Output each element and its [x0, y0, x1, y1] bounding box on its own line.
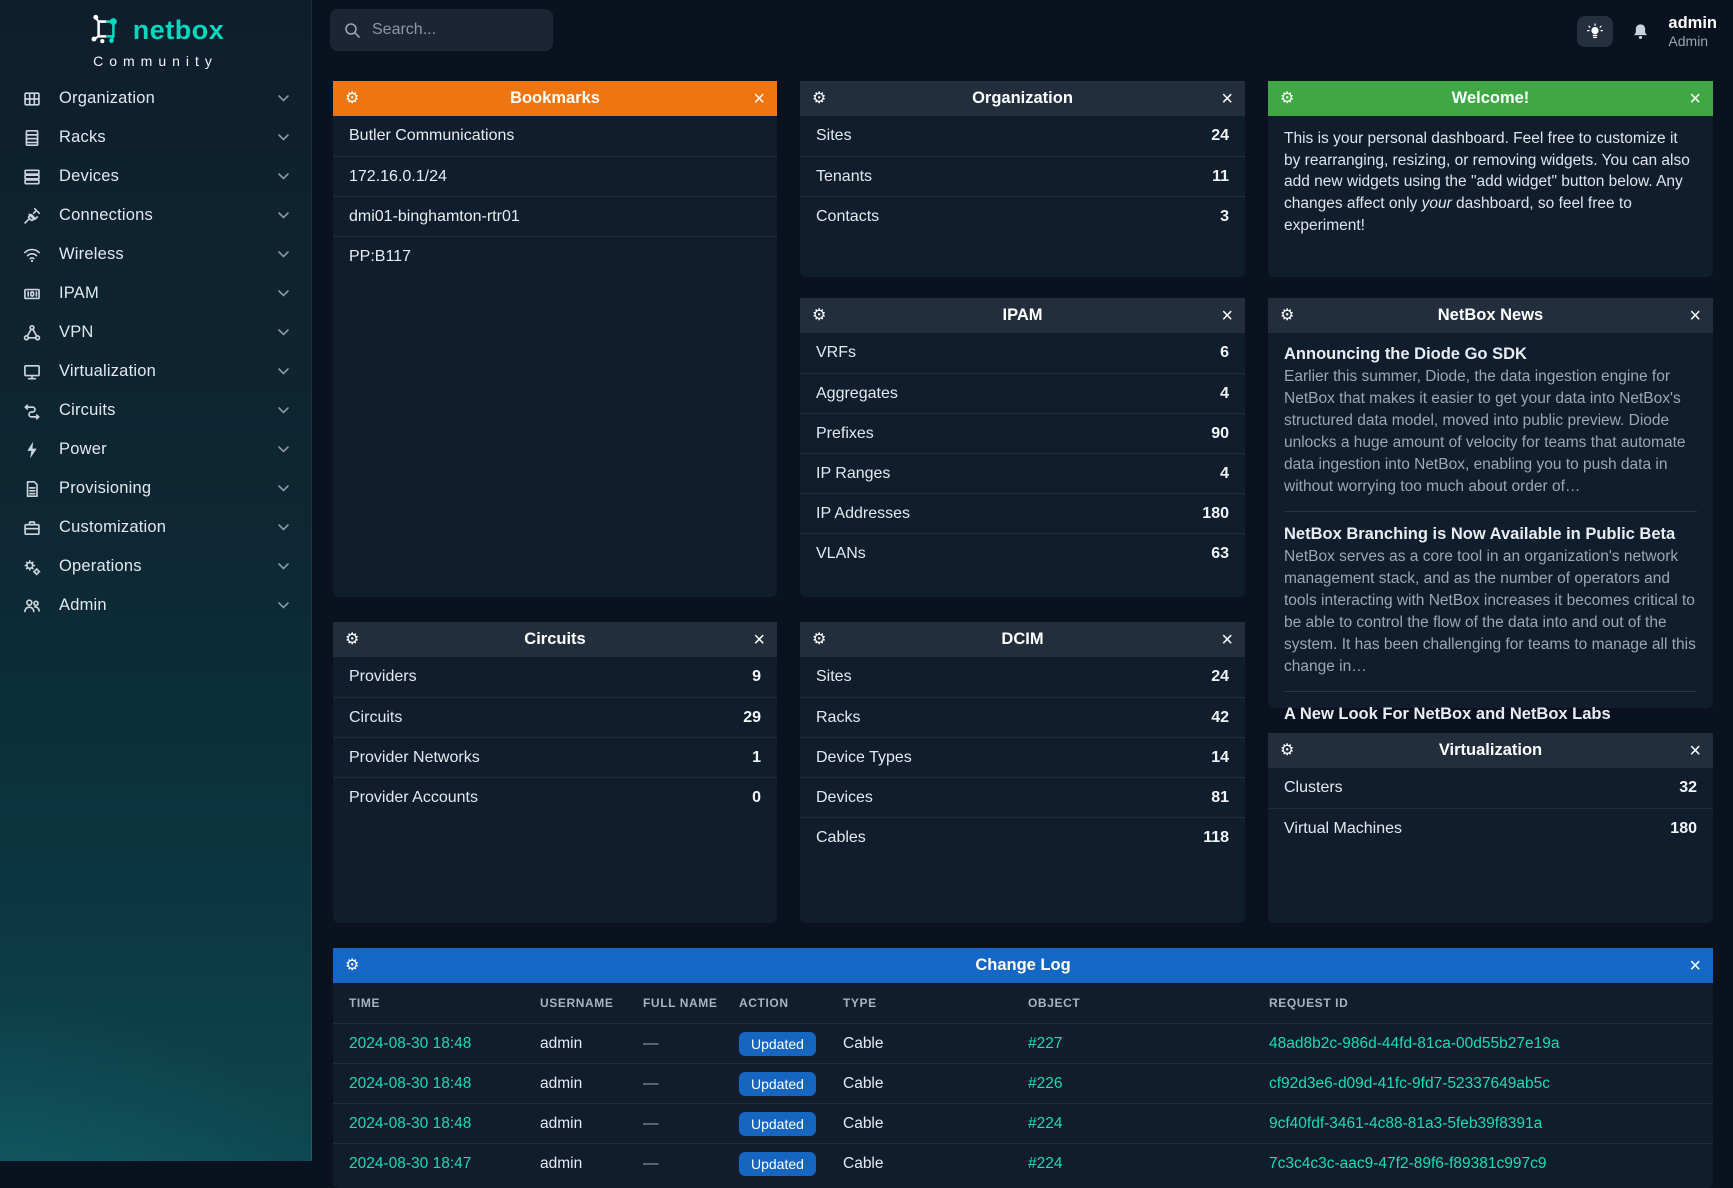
widget-organization — [800, 81, 1245, 277]
stat-row[interactable] — [800, 116, 1245, 156]
sidebar-item-label: Customization — [59, 518, 167, 536]
search-icon — [344, 22, 361, 39]
brand-name: netbox — [132, 14, 225, 45]
racks-icon — [22, 128, 42, 148]
stat-row[interactable] — [800, 777, 1245, 817]
welcome-text-part: This is your personal dashboard. Feel free to customize it by rearranging, resizing, or removing widgets. You can also add new widgets using the "add widget" button below. Any changes affect only — [1284, 130, 1690, 213]
brand-subtitle: Community — [93, 53, 218, 69]
vpn-icon — [22, 323, 42, 343]
chevron-down-icon — [278, 251, 289, 258]
widget-circuits — [333, 622, 777, 923]
changelog-type: Cable — [843, 1154, 884, 1172]
chevron-down-icon — [278, 524, 289, 531]
ipam-icon — [22, 284, 42, 304]
widget-virtualization-header — [1268, 733, 1713, 768]
table-row — [333, 1103, 1713, 1143]
sidebar-item-label: IPAM — [59, 284, 99, 302]
widget-title: NetBox News — [1437, 306, 1544, 324]
column-header-action: ACTION — [739, 996, 789, 1010]
widget-ipam-header — [800, 298, 1245, 333]
stat-row[interactable] — [1268, 808, 1713, 848]
chevron-down-icon — [278, 446, 289, 453]
main-content — [313, 0, 1733, 1172]
widget-close-icon[interactable]: × — [753, 87, 765, 110]
news-article-body: Earlier this summer, Diode, the data ingestion engine for NetBox that makes it easier to get your data into NetBox's structured data model, moved into public preview. Diode unlocks a huge amount of velocity for teams that automate data ingestion into NetBox, enabling you to push data in without worrying too much about order of… — [1284, 368, 1686, 495]
sidebar — [0, 0, 312, 1161]
sidebar-item-customization[interactable] — [0, 508, 311, 547]
widget-welcome-header — [1268, 81, 1713, 116]
search-bar[interactable] — [330, 9, 553, 51]
widget-title: Organization — [972, 89, 1073, 107]
stat-label[interactable]: Virtual Machines — [1284, 819, 1402, 837]
bookmark-item[interactable]: PP:B117 — [333, 236, 777, 276]
cogs-icon — [22, 557, 42, 577]
widget-close-icon[interactable]: × — [1689, 739, 1701, 762]
stat-value: 4 — [1220, 464, 1229, 482]
stat-value: 3 — [1220, 207, 1229, 225]
stat-row[interactable] — [1268, 768, 1713, 808]
search-input[interactable] — [372, 21, 539, 39]
sidebar-item-label: Racks — [59, 128, 106, 146]
sidebar-item-ipam[interactable] — [0, 274, 311, 313]
widget-config-gear-icon[interactable]: ⚙ — [1280, 306, 1295, 324]
welcome-text-italic: your — [1421, 195, 1452, 213]
column-header-request-id: REQUEST ID — [1269, 996, 1349, 1010]
stat-value: 1 — [752, 748, 761, 766]
lightning-icon — [22, 440, 42, 460]
sidebar-item-label: Operations — [59, 557, 142, 575]
news-article — [1284, 345, 1697, 498]
sidebar-nav — [0, 79, 311, 625]
stat-row[interactable] — [333, 657, 777, 697]
stat-value: 180 — [1202, 504, 1229, 522]
stat-row[interactable] — [800, 413, 1245, 453]
changelog-username: admin — [540, 1114, 583, 1132]
chevron-down-icon — [278, 329, 289, 336]
widget-title: DCIM — [1001, 630, 1044, 648]
sidebar-item-label: Admin — [59, 596, 107, 614]
sidebar-item-label: Virtualization — [59, 362, 156, 380]
chevron-down-icon — [278, 485, 289, 492]
widget-close-icon[interactable]: × — [1689, 304, 1701, 327]
widget-bookmarks-header — [333, 81, 777, 116]
sidebar-item-label: Wireless — [59, 245, 124, 263]
column-header-object: OBJECT — [1028, 996, 1081, 1010]
stat-row[interactable] — [800, 697, 1245, 737]
changelog-type: Cable — [843, 1034, 884, 1052]
changelog-full-name: — — [643, 1114, 659, 1132]
stat-value: 24 — [1211, 668, 1229, 685]
stat-value: 180 — [1670, 819, 1697, 837]
sidebar-item-connections[interactable] — [0, 196, 311, 235]
column-header-time: TIME — [349, 996, 381, 1010]
chevron-down-icon — [278, 290, 289, 297]
action-badge: Updated — [739, 1032, 816, 1056]
sidebar-item-virtualization[interactable] — [0, 352, 311, 391]
column-header-username: USERNAME — [540, 996, 614, 1010]
widget-config-gear-icon[interactable]: ⚙ — [812, 630, 827, 648]
bookmark-item[interactable]: 172.16.0.1/24 — [333, 156, 777, 196]
stat-value: 11 — [1212, 167, 1229, 185]
action-badge: Updated — [739, 1112, 816, 1136]
stat-row[interactable] — [800, 373, 1245, 413]
stat-label[interactable]: VRFs — [816, 344, 856, 361]
user-name: admin — [1668, 14, 1717, 32]
changelog-time-link[interactable]: 2024-08-30 18:47 — [349, 1154, 472, 1172]
widget-config-gear-icon[interactable]: ⚙ — [1280, 741, 1295, 759]
changelog-full-name: — — [643, 1034, 659, 1052]
news-article — [1284, 691, 1697, 724]
changelog-type: Cable — [843, 1074, 884, 1092]
sidebar-item-power[interactable] — [0, 430, 311, 469]
stat-label[interactable]: Providers — [349, 668, 417, 685]
widget-dcim-header — [800, 622, 1245, 657]
widget-news-header — [1268, 298, 1713, 333]
changelog-full-name: — — [643, 1074, 659, 1092]
widget-close-icon[interactable]: × — [1689, 87, 1701, 110]
widget-close-icon[interactable]: × — [1221, 628, 1233, 651]
changelog-action-cell — [739, 1152, 843, 1176]
stat-row[interactable] — [333, 777, 777, 817]
connections-icon — [22, 206, 42, 226]
widget-close-icon[interactable]: × — [1221, 304, 1233, 327]
stat-label[interactable]: IP Ranges — [816, 464, 891, 482]
changelog-time-link[interactable]: 2024-08-30 18:48 — [349, 1034, 472, 1052]
changelog-object-link[interactable]: #224 — [1028, 1154, 1063, 1172]
user-menu[interactable] — [1668, 14, 1717, 49]
stat-row[interactable] — [333, 737, 777, 777]
stat-label[interactable]: Racks — [816, 708, 861, 726]
changelog-username: admin — [540, 1074, 583, 1092]
sidebar-item-label: Provisioning — [59, 479, 152, 497]
stat-label[interactable]: Tenants — [816, 167, 873, 185]
sidebar-item-racks[interactable] — [0, 118, 311, 157]
dcim-stats — [800, 657, 1245, 857]
table-row — [333, 1063, 1713, 1103]
stat-value: 24 — [1211, 127, 1229, 144]
news-headline-link[interactable]: A New Look For NetBox and NetBox Labs — [1284, 705, 1611, 723]
widget-config-gear-icon[interactable]: ⚙ — [345, 630, 360, 648]
bookmarks-list — [333, 116, 777, 276]
sidebar-item-label: Power — [59, 440, 107, 458]
users-icon — [22, 596, 42, 616]
stat-label[interactable]: Device Types — [816, 748, 912, 766]
sidebar-item-vpn[interactable] — [0, 313, 311, 352]
chevron-down-icon — [278, 134, 289, 141]
user-role: Admin — [1668, 32, 1709, 49]
stat-row[interactable] — [333, 697, 777, 737]
stat-value: 81 — [1211, 788, 1229, 806]
dashboard-column-2 — [800, 81, 1245, 923]
sidebar-item-label: Circuits — [59, 401, 116, 419]
widget-dcim — [800, 622, 1245, 923]
news-article-body: NetBox serves as a core tool in an organization's network management stack, and as the number of operators and tools interacting with NetBox increases it becomes critical to be able to control the flow of the data into and out of the system. It has been challenging for teams to manage all this change in… — [1284, 548, 1696, 675]
changelog-request-id-link[interactable]: cf92d3e6-d09d-41fc-9fd7-52337649ab5c — [1269, 1074, 1550, 1092]
stat-value: 90 — [1211, 424, 1229, 442]
changelog-action-cell — [739, 1032, 843, 1056]
stat-value: 42 — [1211, 708, 1229, 726]
wifi-icon — [22, 245, 42, 265]
stat-label[interactable]: Provider Networks — [349, 748, 480, 766]
stat-label[interactable]: Sites — [816, 668, 852, 685]
stat-row[interactable] — [800, 737, 1245, 777]
stat-row[interactable] — [800, 196, 1245, 236]
widget-config-gear-icon[interactable]: ⚙ — [812, 306, 827, 324]
stat-label[interactable]: Sites — [816, 127, 852, 144]
stat-label[interactable]: Contacts — [816, 207, 880, 225]
changelog-full-name: — — [643, 1154, 659, 1172]
widget-virtualization — [1268, 733, 1713, 923]
widget-config-gear-icon[interactable]: ⚙ — [345, 89, 360, 107]
stat-value: 9 — [752, 668, 761, 685]
sidebar-item-devices[interactable] — [0, 157, 311, 196]
bookmark-item[interactable]: dmi01-binghamton-rtr01 — [333, 196, 777, 236]
stat-label[interactable]: IP Addresses — [816, 504, 910, 522]
news-article — [1284, 511, 1697, 678]
dashboard-column-3 — [1268, 81, 1713, 923]
sidebar-item-wireless[interactable] — [0, 235, 311, 274]
widget-close-icon[interactable]: × — [1689, 954, 1701, 977]
widget-title: IPAM — [1002, 306, 1043, 324]
widget-title: Circuits — [524, 630, 586, 648]
chevron-down-icon — [278, 173, 289, 180]
widget-config-gear-icon[interactable]: ⚙ — [812, 89, 827, 107]
circuits-icon — [22, 401, 42, 421]
chevron-down-icon — [278, 563, 289, 570]
widget-title: Change Log — [975, 956, 1071, 974]
stat-value: 29 — [743, 708, 761, 726]
lightbulb-icon — [1586, 23, 1604, 41]
welcome-text — [1268, 116, 1713, 248]
stat-value: 0 — [752, 788, 761, 806]
widget-circuits-header — [333, 622, 777, 657]
column-header-full-name: FULL NAME — [643, 996, 718, 1010]
changelog-time-link[interactable]: 2024-08-30 18:48 — [349, 1114, 472, 1132]
changelog-type: Cable — [843, 1114, 884, 1132]
changelog-object-link[interactable]: #227 — [1028, 1034, 1063, 1052]
stat-label[interactable]: Clusters — [1284, 779, 1343, 796]
monitor-icon — [22, 362, 42, 382]
column-header-type: TYPE — [843, 996, 877, 1010]
toolbox-icon — [22, 518, 42, 538]
topbar-controls — [1577, 14, 1717, 49]
changelog-action-cell — [739, 1072, 843, 1096]
changelog-table-body — [333, 1023, 1713, 1183]
changelog-request-id-link[interactable]: 48ad8b2c-986d-44fd-81ca-00d55b27e19a — [1269, 1034, 1560, 1052]
stat-label[interactable]: Cables — [816, 828, 866, 846]
stat-row[interactable] — [800, 533, 1245, 573]
document-icon — [22, 479, 42, 499]
organization-icon — [22, 89, 42, 109]
sidebar-item-label: Connections — [59, 206, 153, 224]
stat-row[interactable] — [800, 453, 1245, 493]
widget-ipam — [800, 298, 1245, 597]
welcome-text-part: dashboard, so feel free to experiment! — [1284, 195, 1632, 234]
circuits-stats — [333, 657, 777, 817]
virtualization-stats — [1268, 768, 1713, 848]
stat-row[interactable] — [800, 493, 1245, 533]
chevron-down-icon — [278, 407, 289, 414]
chevron-down-icon — [278, 368, 289, 375]
stat-row[interactable] — [800, 657, 1245, 697]
dashboard-column-1 — [333, 81, 777, 923]
sidebar-item-label: Devices — [59, 167, 120, 185]
widget-organization-header — [800, 81, 1245, 116]
stat-label[interactable]: Devices — [816, 788, 873, 806]
widget-title: Bookmarks — [510, 89, 600, 107]
table-row — [333, 1023, 1713, 1063]
sidebar-item-admin[interactable] — [0, 586, 311, 625]
changelog-username: admin — [540, 1154, 583, 1172]
stat-value: 4 — [1220, 384, 1229, 402]
sidebar-item-label: VPN — [59, 323, 94, 341]
widget-changelog-header — [333, 948, 1713, 983]
changelog-table-header — [333, 983, 1713, 1023]
table-row — [333, 1143, 1713, 1183]
widget-config-gear-icon[interactable]: ⚙ — [345, 956, 360, 974]
stat-value: 32 — [1679, 779, 1697, 796]
widget-title: Welcome! — [1451, 89, 1530, 107]
chevron-down-icon — [278, 212, 289, 219]
widget-change-log — [333, 948, 1713, 1188]
devices-icon — [22, 167, 42, 187]
widget-close-icon[interactable]: × — [753, 628, 765, 651]
widget-title: Virtualization — [1438, 741, 1543, 759]
sidebar-item-operations[interactable] — [0, 547, 311, 586]
changelog-username: admin — [540, 1034, 583, 1052]
changelog-request-id-link[interactable]: 9cf40fdf-3461-4c88-81a3-5feb39f8391a — [1269, 1114, 1543, 1132]
changelog-time-link[interactable]: 2024-08-30 18:48 — [349, 1074, 472, 1092]
action-badge: Updated — [739, 1072, 816, 1096]
netbox-logo-icon — [87, 10, 125, 50]
changelog-object-link[interactable]: #224 — [1028, 1114, 1063, 1132]
widget-config-gear-icon[interactable]: ⚙ — [1280, 89, 1295, 107]
sidebar-item-label: Organization — [59, 89, 155, 107]
sidebar-item-organization[interactable] — [0, 79, 311, 118]
stat-label[interactable]: VLANs — [816, 544, 866, 562]
news-headline-link[interactable]: Announcing the Diode Go SDK — [1284, 345, 1527, 363]
stat-value: 63 — [1211, 544, 1229, 562]
stat-label[interactable]: Prefixes — [816, 424, 874, 442]
stat-label[interactable]: Aggregates — [816, 384, 898, 402]
stat-row[interactable] — [800, 817, 1245, 857]
changelog-action-cell — [739, 1112, 843, 1136]
bookmark-item[interactable]: Butler Communications — [349, 127, 515, 144]
brand-logo[interactable] — [0, 10, 311, 69]
action-badge: Updated — [739, 1152, 816, 1176]
chevron-down-icon — [278, 95, 289, 102]
sidebar-item-circuits[interactable] — [0, 391, 311, 430]
stat-row[interactable] — [800, 156, 1245, 196]
stat-label[interactable]: Provider Accounts — [349, 788, 478, 806]
widget-bookmarks — [333, 81, 777, 597]
ipam-stats — [800, 333, 1245, 573]
widget-welcome — [1268, 81, 1713, 277]
changelog-object-link[interactable]: #226 — [1028, 1074, 1063, 1092]
sidebar-item-provisioning[interactable] — [0, 469, 311, 508]
stat-value: 14 — [1211, 748, 1229, 766]
theme-toggle-button[interactable] — [1577, 16, 1613, 47]
organization-stats — [800, 116, 1245, 236]
notifications-bell-icon[interactable] — [1631, 22, 1650, 41]
widget-close-icon[interactable]: × — [1221, 87, 1233, 110]
stat-value: 118 — [1203, 828, 1229, 846]
stat-value: 6 — [1220, 344, 1229, 361]
news-article-list — [1268, 333, 1713, 738]
changelog-request-id-link[interactable]: 7c3c4c3c-aac9-47f2-89f6-f89381c997c9 — [1269, 1154, 1547, 1172]
stat-label[interactable]: Circuits — [349, 708, 403, 726]
widget-netbox-news — [1268, 298, 1713, 723]
stat-row[interactable] — [800, 333, 1245, 373]
news-headline-link[interactable]: NetBox Branching is Now Available in Public Beta — [1284, 525, 1676, 543]
chevron-down-icon — [278, 602, 289, 609]
